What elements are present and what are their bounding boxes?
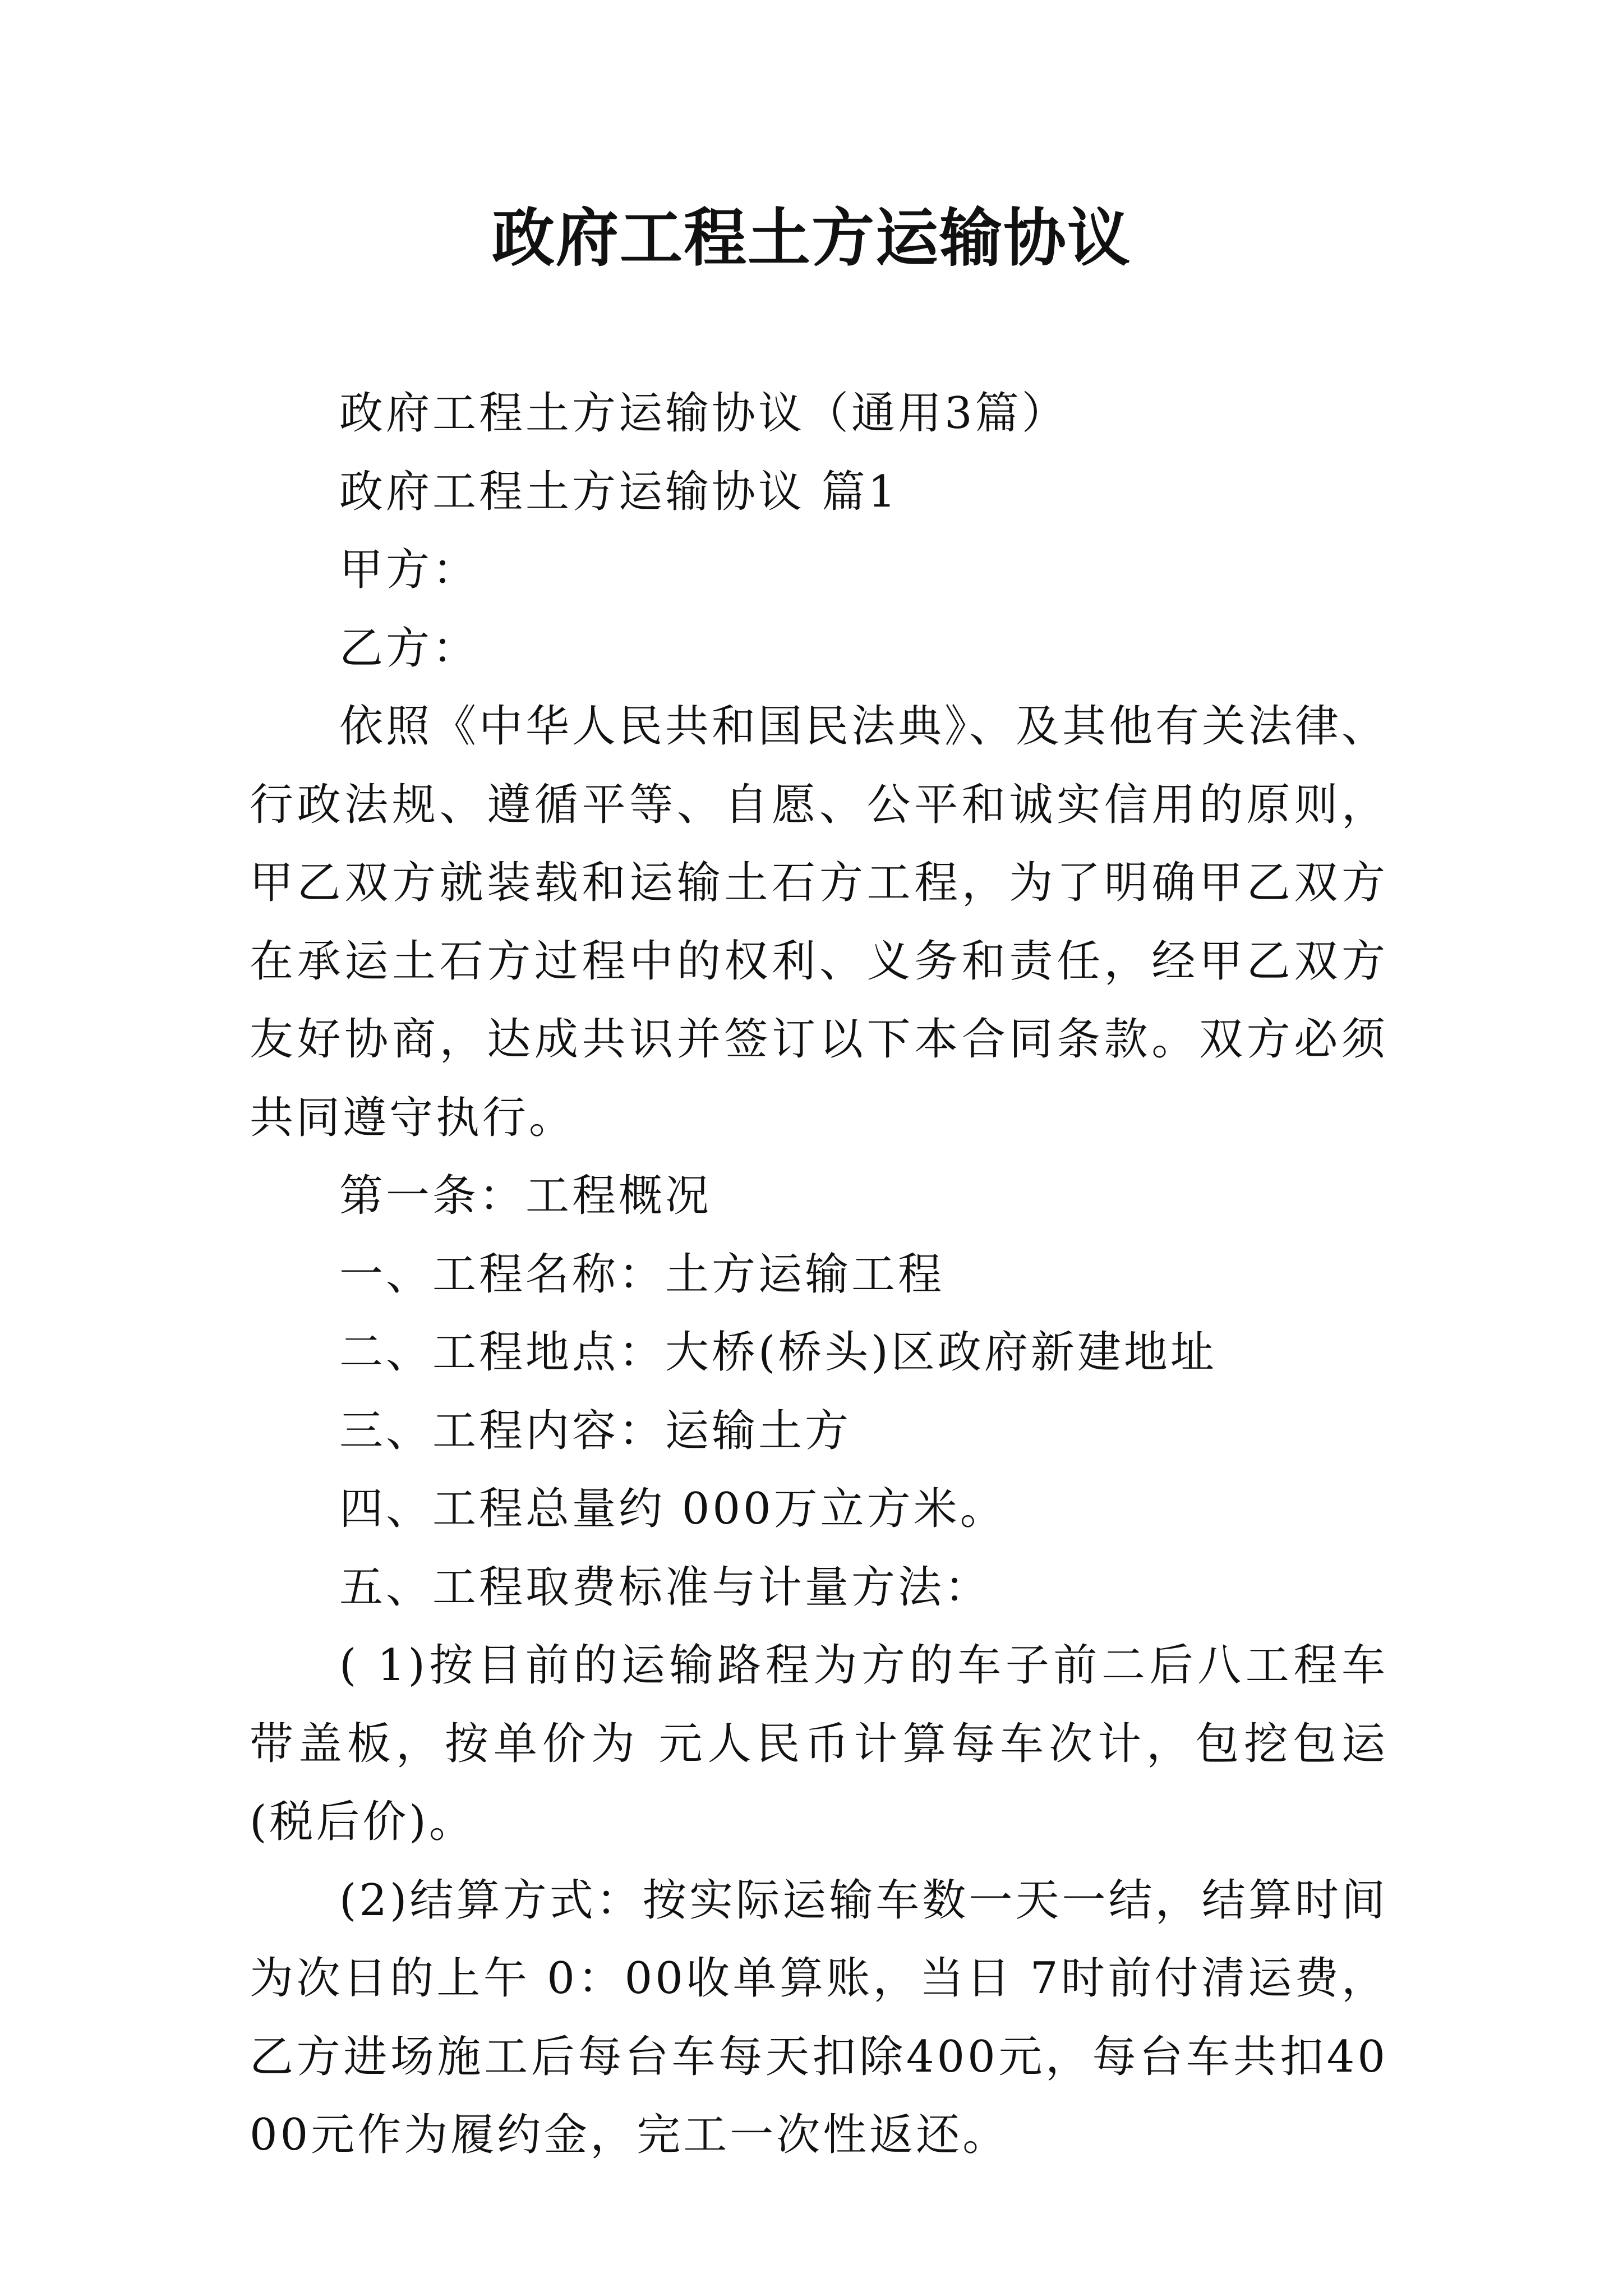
fee-clause-2: (2)结算方式：按实际运输车数一天一结，结算时间为次日的上午 0：00收单算账，当日 7时前付清运费，乙方进场施工后每台车每天扣除400元，每台车共扣4000元作为履约金，完工一次性返还。 bbox=[250, 1875, 1388, 2160]
fee-clause-1: ( 1)按目前的运输路程为方的车子前二后八工程车带盖板，按单价为 元人民币计算每车次计，包挖包运(税后价)。 bbox=[250, 1640, 1388, 1847]
project-location-line: 二、工程地点：大桥(桥头)区政府新建地址 bbox=[339, 1327, 1217, 1378]
section-heading: 政府工程土方运输协议 篇1 bbox=[339, 466, 899, 517]
subtitle-paragraph: 政府工程土方运输协议（通用3篇） bbox=[339, 388, 1068, 439]
party-b-line: 乙方： bbox=[339, 623, 479, 674]
project-content-line: 三、工程内容：运输土方 bbox=[339, 1405, 852, 1456]
project-name-line: 一、工程名称：土方运输工程 bbox=[339, 1249, 945, 1300]
project-volume-line: 四、工程总量约 000万立方米。 bbox=[339, 1484, 1007, 1534]
preamble-paragraph: 依照《中华人民共和国民法典》、及其他有关法律、行政法规、遵循平等、自愿、公平和诚实信用的原则，甲乙双方就装载和运输土石方工程，为了明确甲乙双方在承运土石方过程中的权利、义务和责任，经甲乙双方友好协商，达成共识并签订以下本合同条款。双方必须共同遵守执行。 bbox=[250, 701, 1389, 1143]
document-title: 政府工程土方运输协议 bbox=[492, 201, 1131, 275]
article-one-heading: 第一条：工程概况 bbox=[339, 1171, 712, 1221]
fee-standard-heading: 五、工程取费标准与计量方法： bbox=[339, 1562, 992, 1613]
document-body bbox=[250, 375, 1388, 2175]
party-a-line: 甲方： bbox=[339, 545, 479, 595]
